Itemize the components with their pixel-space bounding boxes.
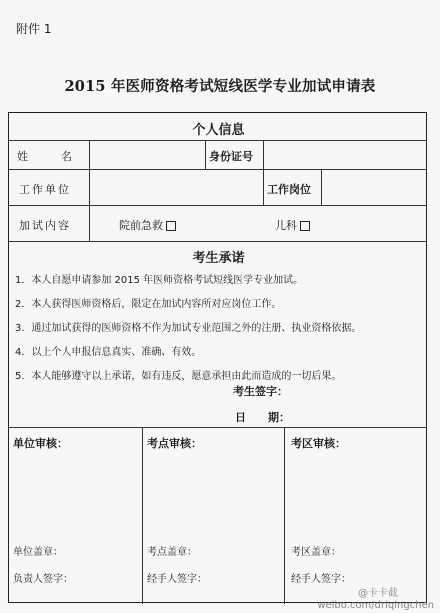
application-form-table <box>8 112 427 603</box>
date-label: 日 期： <box>235 411 290 424</box>
pledge-item: 4．以上个人申报信息真实、准确、有效。 <box>15 347 202 358</box>
unit-seal-label: 单位盖章： <box>13 547 63 558</box>
attachment-label: 附件 1 <box>16 22 52 36</box>
divider <box>9 427 426 428</box>
personal-info-heading: 个人信息 <box>192 123 245 138</box>
site-handler-signature-label: 经手人签字： <box>147 574 207 585</box>
option-pediatrics[interactable] <box>275 217 310 233</box>
site-seal-label: 考点盖章： <box>147 547 197 558</box>
divider <box>9 169 426 170</box>
divider <box>9 241 426 242</box>
workplace-label: 工作单位 <box>19 183 71 196</box>
exam-subject-label: 加试内容 <box>19 219 71 232</box>
candidate-signature-label: 考生签字： <box>233 385 288 398</box>
watermark-logo: @卡卡截 <box>358 588 398 599</box>
divider <box>9 205 426 206</box>
district-seal-label: 考区盖章： <box>291 547 341 558</box>
divider <box>321 169 322 205</box>
option-prehospital-emergency[interactable] <box>119 217 176 233</box>
unit-responsible-signature-label: 负责人签字： <box>13 574 73 585</box>
district-handler-signature-label: 经手人签字： <box>291 574 351 585</box>
name-label: 姓 名 <box>17 150 72 163</box>
district-review-heading: 考区审核： <box>291 437 346 450</box>
option-label: 儿科 <box>275 219 297 232</box>
pledge-item: 1．本人自愿申请参加 2015 年医师资格考试短线医学专业加试。 <box>15 275 304 286</box>
divider <box>263 169 264 205</box>
form-title: 2015 年医师资格考试短线医学专业加试申请表 <box>64 78 376 95</box>
divider <box>205 140 206 169</box>
pledge-item: 3．通过加试获得的医师资格不作为加试专业范围之外的注册、执业资格依据。 <box>15 323 362 334</box>
option-label: 院前急救 <box>119 219 163 232</box>
position-label: 工作岗位 <box>267 183 311 196</box>
id-number-label: 身份证号 <box>209 150 253 163</box>
divider <box>9 140 426 141</box>
divider <box>263 140 264 169</box>
divider <box>142 427 143 604</box>
checkbox[interactable] <box>166 221 176 231</box>
divider <box>89 140 90 241</box>
site-review-heading: 考点审核： <box>147 437 202 450</box>
pledge-heading: 考生承诺 <box>192 251 245 266</box>
checkbox[interactable] <box>300 221 310 231</box>
unit-review-heading: 单位审核： <box>13 437 68 450</box>
pledge-item: 5．本人能够遵守以上承诺，如有违反，愿意承担由此而造成的一切后果。 <box>15 371 342 382</box>
divider <box>284 427 285 604</box>
watermark-url: weibo.com/driqingchen <box>317 600 434 611</box>
pledge-item: 2．本人获得医师资格后，限定在加试内容所对应岗位工作。 <box>15 299 282 310</box>
